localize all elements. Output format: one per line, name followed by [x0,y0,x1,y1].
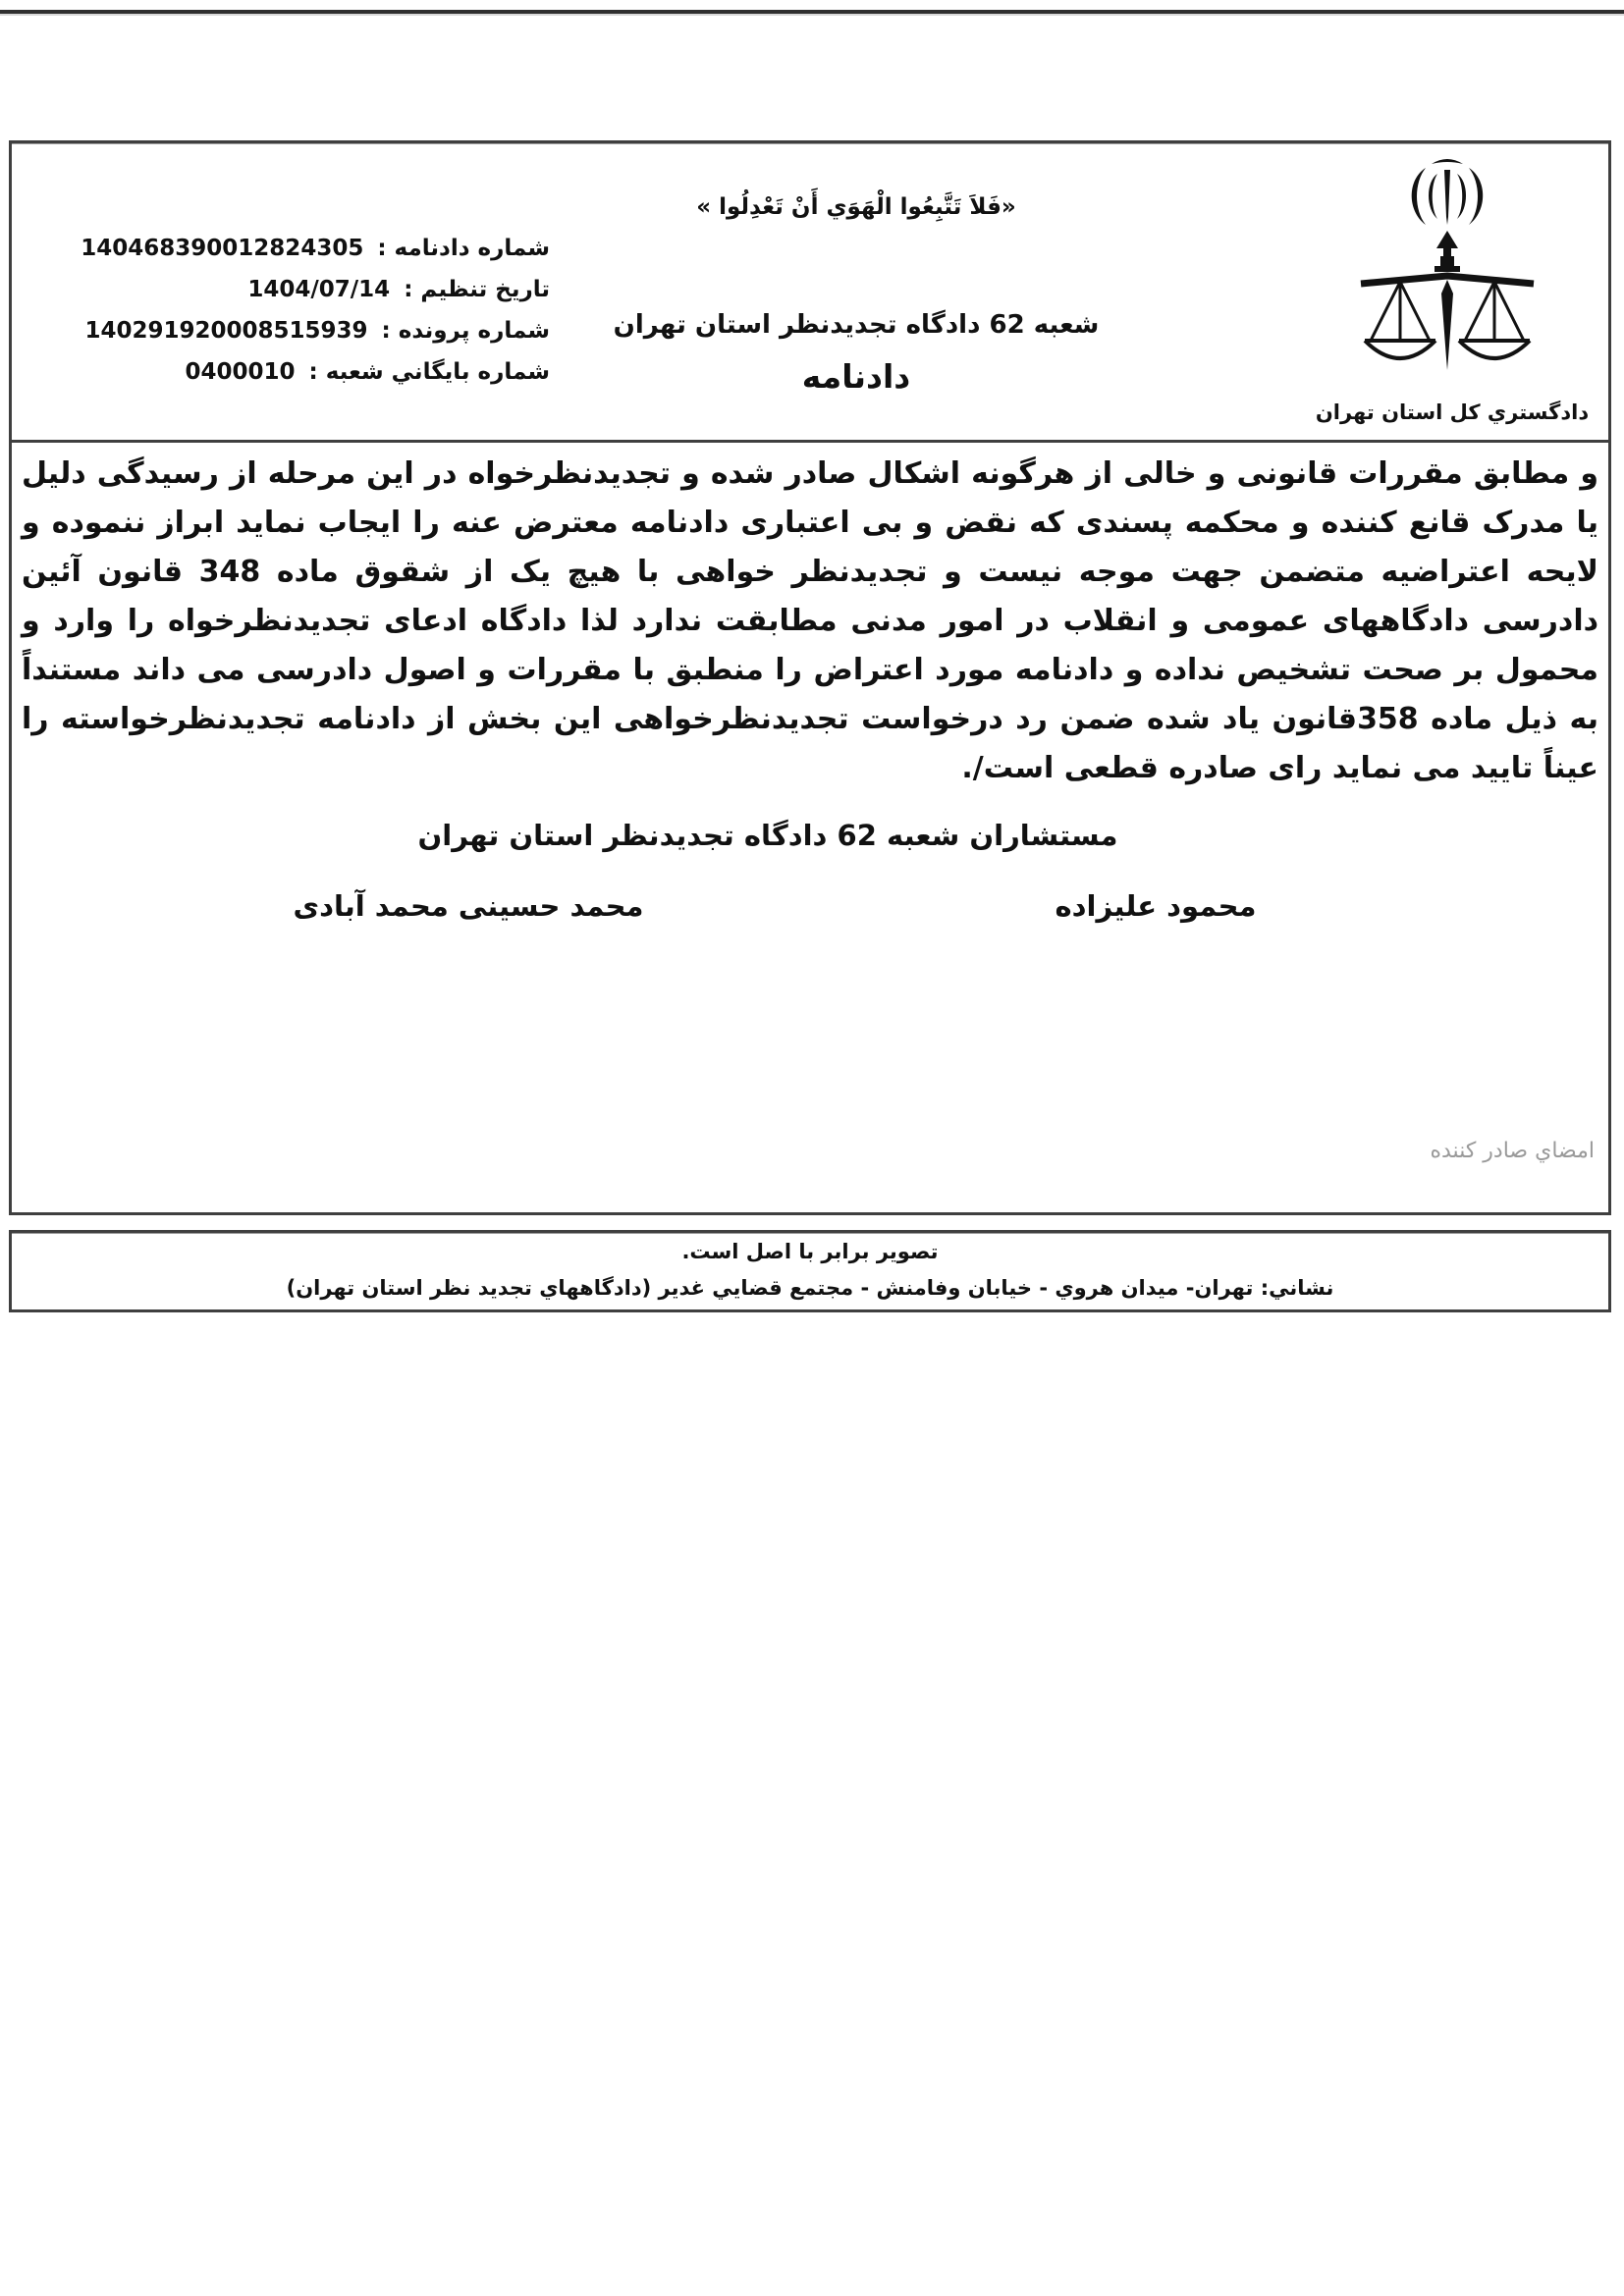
court-branch-title: شعبه 62 دادگاه تجدیدنظر استان تهران [613,310,1100,340]
judgment-number-row [67,228,550,269]
issue-date-label: تاريخ تنظيم : [404,277,550,302]
scales-of-justice-icon [1349,151,1545,399]
judgment-number-label: شماره دادنامه : [377,236,550,261]
case-number-label: شماره پرونده : [381,318,550,344]
issuer-signature-hint: امضاي صادر كننده [1430,1139,1595,1163]
court-address: نشاني: تهران- ميدان هروي - خيابان وفامنش - مجتمع قضايي غدير (دادگاههاي تجديد نظر استان تهران) [286,1276,1334,1300]
panel-title: مستشاران شعبه 62 دادگاه تجدیدنظر استان تهران [417,819,1118,852]
case-number-value: 140291920008515939 [84,318,368,344]
judgment-main-box [9,140,1611,1215]
issue-date-value: 1404/07/14 [247,277,391,302]
signer-name-right: محمود علیزاده [1055,889,1257,923]
branch-archive-number-label: شماره بايگاني شعبه : [308,359,550,385]
header-body-divider [12,440,1608,443]
case-number-row [67,310,550,351]
certification-note: تصوير برابر با اصل است. [681,1240,939,1263]
document-meta-block [67,228,550,393]
judgment-number-value: 140468390012824305 [81,236,364,261]
branch-archive-number-row [67,351,550,393]
branch-archive-number-value: 0400010 [185,359,296,385]
footer-box [9,1230,1611,1312]
signer-name-left: محمد حسینی محمد آبادی [293,889,644,923]
judgment-text: و مطابق مقررات قانونی و خالی از هرگونه اشکال صادر شده و تجدیدنظرخواه در این مرحله از رسیدگی دلیل یا مدرک قانع کننده و محکمه پسندی که نقض و بی اعتباری دادنامه معترض عنه را ایجاب نماید ابراز ننموده و لایحه اعتراضیه متضمن جهت موجه نیست و تجدیدنظر خواهی با هیچ یک از شقوق ماده 348 قانون آئین دادرسی دادگاههای عمومی و انقلاب در امور مدنی مطابقت ندارد لذا دادگاه ادعای تجدیدنظرخواه را وارد و محمول بر صحت تشخیص نداده و دادنامه مورد اعتراض را منطبق با مقررات و اصول دادرسی می داند مستنداً به ذیل ماده 358قانون یاد شده ضمن رد درخواست تجدیدنظرخواهی این بخش از دادنامه تجدیدنظرخواسته را عیناً تایید می نماید رای صادره قطعی است/. [22,456,1598,785]
document-type-title: دادنامه [801,357,911,396]
emblem-caption: دادگستري كل استان تهران [1315,400,1590,424]
issue-date-row [67,269,550,310]
quran-verse: «فَلاَ تَتَّبِعُوا الْهَوَي أَنْ تَعْدِلُوا » [696,194,1016,220]
page-top-rule [0,10,1624,14]
